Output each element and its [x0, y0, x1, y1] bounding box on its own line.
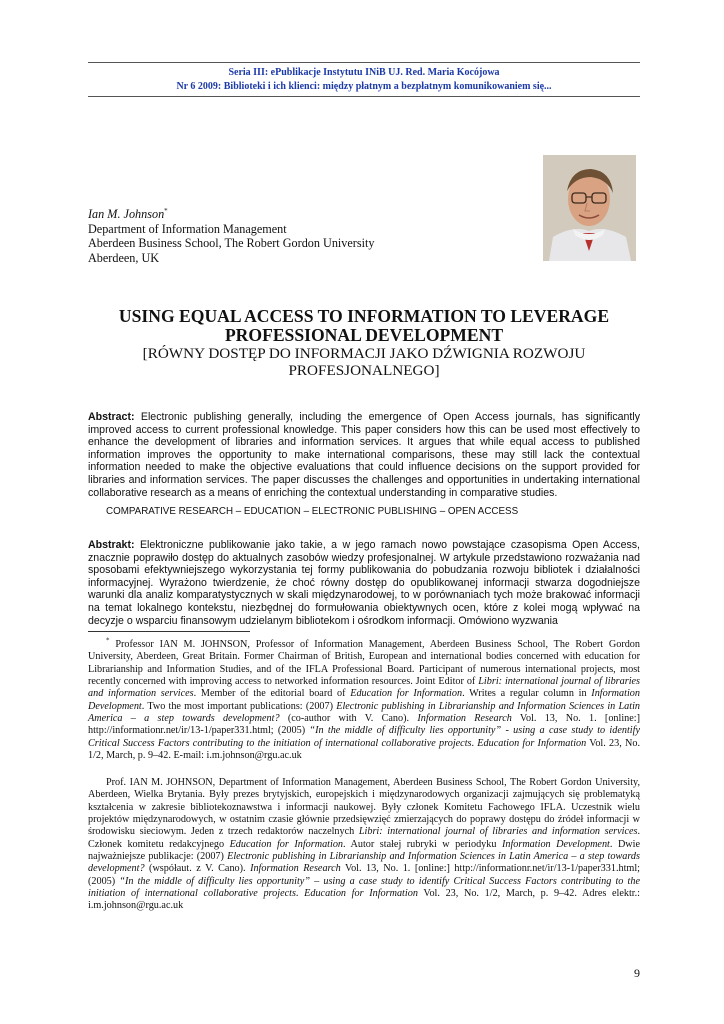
- fn-en-text-8: Vol. 23, No. 1/2, March, p. 9–42. E-mail: i.m.johnson@rgu.ac.uk: [88, 737, 641, 762]
- footnote-marker: *: [106, 636, 110, 645]
- fn-pl-italic-4: Electronic publishing in Librarianship and Information Sciences in Latin America – a step towards development?: [88, 851, 640, 875]
- fn-en-italic-5: Information Research: [417, 713, 512, 725]
- abstract-polish-text: Elektroniczne publikowanie jako takie, a w jego ramach nowo powstające czasopisma Open Access, znacznie poprawiło dostęp do aktualnych zasobów wiedzy profesjonalnej. W artykule przedstawiono rozważania nad sposobami efektywniejszego wykorzystania tej formy publikowania do pobudzania rozwoju bibliotek i działalności informacyjnej. Wyrażono twierdzenie, że choć równy dostęp do opublikowanej informacji stwarza dogodniejsze warunki dla analiz komparatystycznych w skali międzynarodowej, to w porównaniach tych może brakować informacji na temat lokalnego kontekstu, niezbędnej do formułowania obiektywnych ocen, które z kolei mogą wpływać na decyzje o wsparciu finansowym udzielanym bibliotekom i ośrodkom informacji. Omówiono wyzwania: [88, 539, 640, 627]
- fn-en-italic-7: Education for Information: [477, 737, 587, 749]
- title-polish-line-2: PROFESJONALNEGO]: [288, 362, 440, 379]
- header-rule-bottom: [88, 96, 640, 97]
- fn-en-text-3: . Writes a regular column in: [462, 688, 592, 700]
- abstract-polish: [88, 539, 640, 627]
- author-portrait-image: [543, 155, 636, 261]
- paper-title: [88, 307, 640, 379]
- fn-pl-text-2: . Członek komitetu redakcyjnego: [88, 826, 640, 850]
- fn-en-italic-2: Education for Information: [350, 688, 463, 700]
- title-english-line-1: USING EQUAL ACCESS TO INFORMATION TO LEVERAGE: [118, 306, 610, 326]
- footnote-english: [88, 636, 641, 762]
- fn-en-text-1: Professor IAN M. JOHNSON, Professor of Information Management, Aberdeen Business School, The Robert Gordon University, Aberdeen, Great Britain. Former Chairman of British, European and international bodies concerned with education for Librarianship and Information Studies, and of the IFLA Professional Board. Participant of numerous international projects, most recently concerned with improving access to networked information resources. Joint Editor of: [88, 639, 640, 688]
- fn-en-italic-3: Information Development: [88, 688, 640, 712]
- fn-pl-text-7: .: [295, 888, 305, 900]
- fn-pl-text-4: . Dwie najważniejsze publikacje: (2007): [88, 838, 641, 863]
- header-line-1: Seria III: ePublikacje Instytutu INiB UJ. Red. Maria Kocójowa: [228, 67, 500, 78]
- abstract-english: [88, 411, 640, 499]
- author-photo: [543, 155, 636, 261]
- author-school: Aberdeen Business School, The Robert Gordon University: [88, 236, 375, 250]
- author-footnote-marker: *: [164, 206, 168, 215]
- fn-pl-italic-7: Education for Information: [304, 888, 418, 900]
- fn-pl-text-3: . Autor stałej rubryki w periodyku: [343, 838, 502, 850]
- fn-pl-text-6: Vol. 13, No. 1. [online:] http://informationr.net/ir/13-1/paper331.html; (2005): [88, 863, 640, 887]
- author-block: [88, 207, 508, 265]
- keywords: COMPARATIVE RESEARCH – EDUCATION – ELECTRONIC PUBLISHING – OPEN ACCESS: [106, 506, 519, 517]
- title-english-line-2: PROFESSIONAL DEVELOPMENT: [224, 325, 504, 345]
- page-number: 9: [634, 966, 640, 980]
- fn-pl-italic-3: Information Development: [501, 838, 610, 850]
- fn-pl-italic-6: “In the middle of difficulty lies opportunity” – using a case study to identify Critical Success Factors contributing to the initiation of international collaborative projects: [88, 875, 640, 900]
- fn-en-text-5: (co-author with V. Cano).: [279, 713, 418, 725]
- header-line-2: Nr 6 2009: Biblioteki i ich klienci: między płatnym a bezpłatnym komunikowaniem się...: [176, 81, 552, 92]
- title-polish-line-1: [RÓWNY DOSTĘP DO INFORMACJI JAKO DŹWIGNIA ROZWOJU: [142, 345, 586, 362]
- footnote-rule: [88, 631, 250, 632]
- fn-pl-italic-2: Education for Information: [229, 838, 344, 850]
- footnote-polish: [88, 777, 640, 913]
- fn-pl-text-1: Prof. IAN M. JOHNSON, Department of Information Management, Aberdeen Business School, The Robert Gordon University, Aberdeen, Wielka Brytania. Były prezes brytyjskich, europejskich i międzynarodowych organizacji zajmujących się problematyką kształcenia w zakresie bibliotekoznawstwa i informacji naukowej. Były członek Komitetu Fachowego IFLA. Uczestnik wielu projektów międzynarodowych, w ostatnim czasie głównie przedsięwzięć zmierzających do poprawy dostępu do źródeł informacji w środowisku sieciowym. Jeden z trzech redaktorów naczelnych: [88, 777, 640, 838]
- author-location: Aberdeen, UK: [88, 250, 160, 265]
- fn-en-text-2: . Member of the editorial board of: [193, 688, 351, 700]
- fn-pl-italic-5: Information Research: [250, 863, 341, 875]
- abstract-english-text: Electronic publishing generally, including the emergence of Open Access journals, has significantly improved access to current professional knowledge. This paper considers how this can be used most effectively to enhance the development of libraries and information services. It argues that while equal access to published information improves the opportunity to make international comparisons, these may still lack the contextual information needed to make the objective evaluations that could influence decisions on the support provided for libraries and information services. The paper discusses the challenges and opportunities in undertaking international collaborative research as a means of enriching the contextual understanding in comparative studies.: [88, 411, 640, 499]
- header-rule-top: [88, 62, 640, 63]
- fn-pl-text-5: (współaut. z V. Cano).: [144, 863, 251, 875]
- fn-en-text-6: Vol. 13, No. 1. [online:] http://informationr.net/ir/13-1/paper331.html; (2005): [88, 713, 641, 737]
- abstract-english-label: Abstract:: [88, 411, 135, 423]
- fn-en-italic-4: Electronic publishing in Librarianship and Information Sciences in Latin America – a step towards development?: [88, 700, 641, 725]
- fn-en-italic-6: “In the middle of difficulty lies opportunity” - using a case study to identify Critical Success Factors contributing to the initiation of international collaborative projects: [88, 725, 640, 749]
- fn-pl-italic-1: Libri: international journal of libraries and information services: [358, 826, 638, 838]
- fn-en-text-4: . Two the most important publications: (2007): [141, 700, 337, 712]
- author-department: Department of Information Management: [88, 221, 287, 236]
- fn-en-text-7: .: [471, 737, 478, 749]
- author-name: Ian M. Johnson: [88, 207, 165, 221]
- fn-pl-text-8: Vol. 23, No. 1/2, March, p. 9–42. Adres elektr.: i.m.johnson@rgu.ac.uk: [88, 888, 641, 912]
- abstract-polish-label: Abstrakt:: [88, 539, 135, 551]
- running-header: [88, 66, 640, 94]
- fn-en-italic-1: Libri: international journal of libraries and information services: [88, 676, 641, 700]
